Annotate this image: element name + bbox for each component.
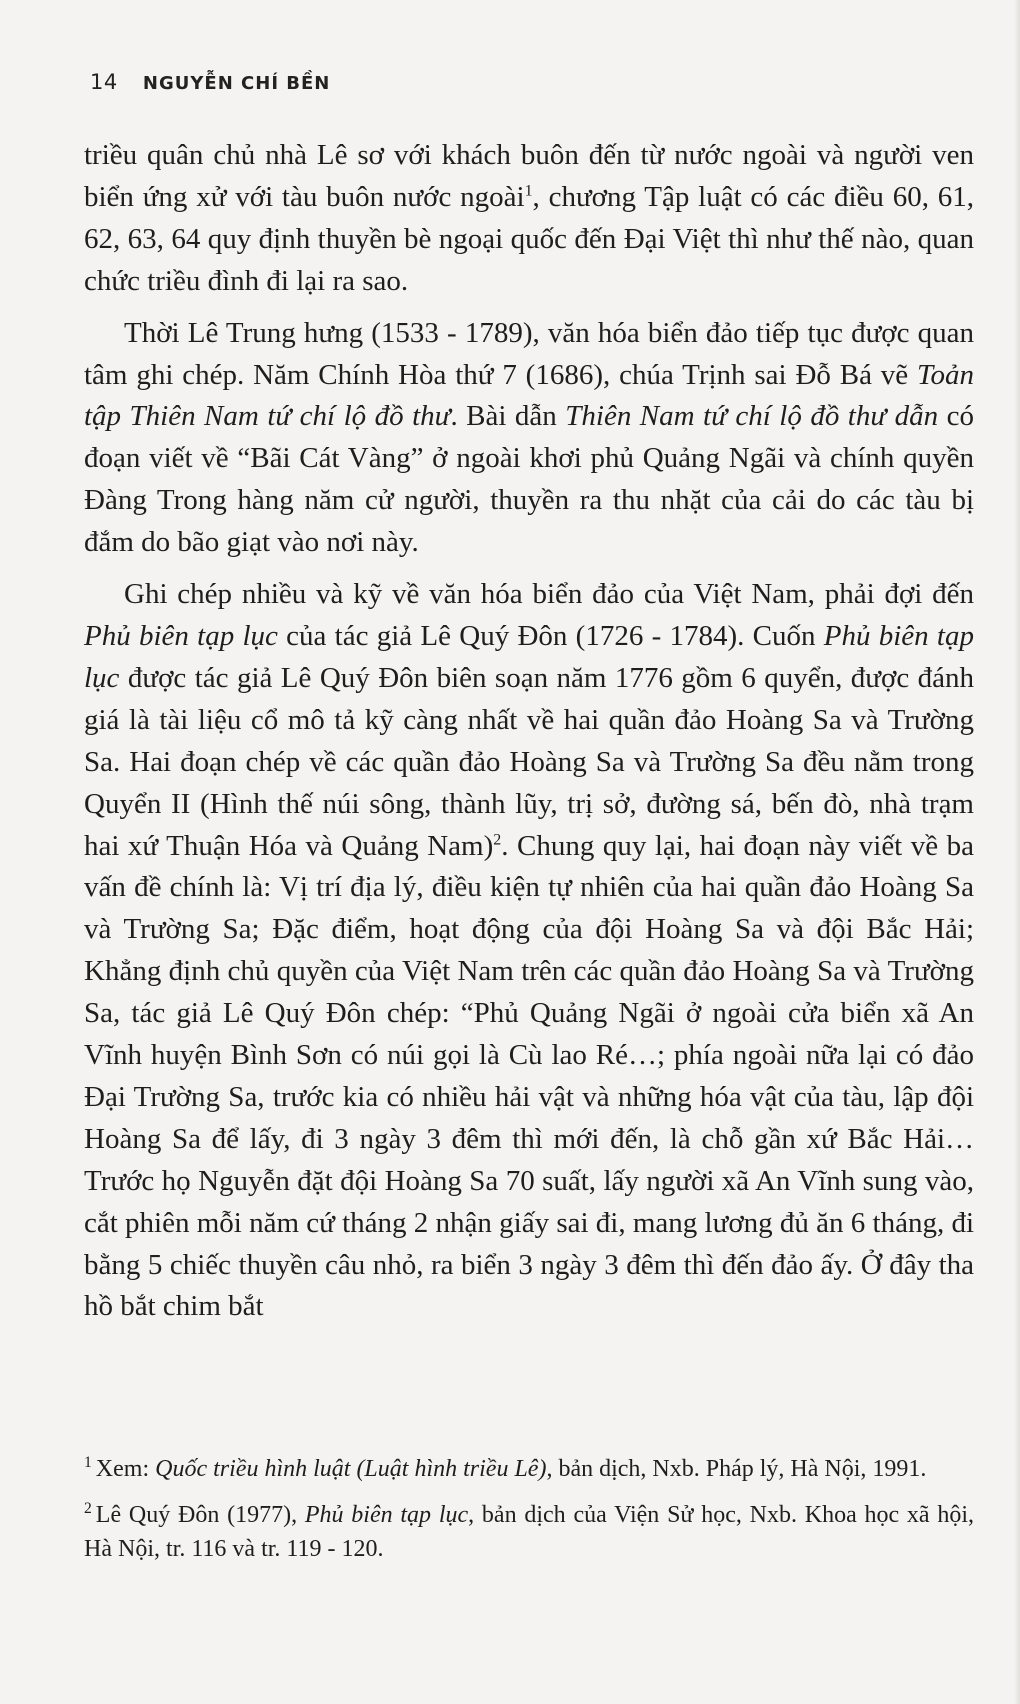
text-run: . Chung quy lại, hai đoạn này viết về ba vấn đề chính là: Vị trí địa lý, điều kiện tự nhiên của hai quần đảo Hoàng Sa và Trường Sa; Đặc điểm, hoạt động của đội Hoàng Sa và đội Bắc Hải; Khẳng định chủ quyền của Việt Nam trên các quần đảo Hoàng Sa và Trường Sa, tác giả Lê Quý Đôn chép: “Phủ Quảng Ngãi ở ngoài cửa biển xã An Vĩnh huyện Bình Sơn có núi gọi là Cù lao Ré…; phía ngoài nữa lại có đảo Đại Trường Sa, trước kia có nhiều hải vật và những hóa vật của tàu, lập đội Hoàng Sa để lấy, đi 3 ngày 3 đêm thì mới đến, là chỗ gần xứ Bắc Hải… Trước họ Nguyễn đặt đội Hoàng Sa 70 suất, lấy người xã An Vĩnh sung vào, cắt phiên mỗi năm cứ tháng 2 nhận giấy sai đi, mang lương đủ ăn 6 tháng, đi bằng 5 chiếc thuyền câu nhỏ, ra biển 3 ngày 3 đêm thì đến đảo ấy. Ở đây tha hồ bắt chim bắt: [84, 829, 975, 1323]
text-run: Xem:: [95, 1456, 156, 1482]
text-run: Ghi chép nhiều và kỹ về văn hóa biển đảo của Việt Nam, phải đợi đến: [124, 578, 974, 611]
running-head: [90, 70, 330, 100]
text-run: Thời Lê Trung hưng (1533 - 1789), văn hóa biển đảo tiếp tục được quan tâm ghi chép. Năm Chính Hòa thứ 7 (1686), chúa Trịnh sai Đỗ Bá vẽ: [84, 316, 974, 391]
text-run: Lê Quý Đôn (1977),: [95, 1502, 305, 1528]
footnote-2: [84, 1498, 974, 1566]
page-edge-shadow: [1014, 0, 1020, 1704]
italic-title: Phủ biên tạp lục: [84, 619, 974, 694]
text-run: có đoạn viết về “Bãi Cát Vàng” ở ngoài khơi phủ Quảng Ngãi và chính quyền Đàng Trong hàng năm cử người, thuyền ra thu nhặt của cải do các tàu bị đắm do bão giạt vào nơi này.: [84, 400, 975, 559]
paragraph-2: [84, 313, 974, 564]
footnote-1: [84, 1452, 974, 1486]
text-run: được tác giả Lê Quý Đôn biên soạn năm 1776 gồm 6 quyển, được đánh giá là tài liệu cổ mô tả kỹ càng nhất về hai quần đảo Hoàng Sa và Trường Sa. Hai đoạn chép về các quần đảo Hoàng Sa và Trường Sa đều nằm trong Quyển II (Hình thế núi sông, thành lũy, trị sở, đường sá, bến đò, nhà trạm hai xứ Thuận Hóa và Quảng Nam): [84, 661, 974, 862]
text-run: , chương Tập luật có các điều 60, 61, 62, 63, 64 quy định thuyền bè ngoại quốc đến Đại Việt thì như thế nào, quan chức triều đình đi lại ra sao.: [84, 180, 975, 297]
text-run: , bản dịch, Nxb. Pháp lý, Hà Nội, 1991.: [546, 1456, 927, 1482]
italic-title: Phủ biên tạp lục: [304, 1502, 469, 1528]
text-run: , bản dịch của Viện Sử học, Nxb. Khoa học xã hội, Hà Nội, tr. 116 và tr. 119 - 120.: [84, 1502, 975, 1562]
body-text: [84, 135, 974, 1338]
footnote-ref: 2: [493, 830, 502, 848]
italic-title: Toản tập Thiên Nam tứ chí lộ đồ thư: [84, 358, 974, 433]
author-name: NGUYỄN CHÍ BỀN: [142, 73, 331, 94]
footnote-mark: 2: [84, 1500, 92, 1517]
footnote-ref: 1: [524, 182, 533, 200]
italic-title: Quốc triều hình luật (Luật hình triều Lê): [155, 1456, 547, 1482]
italic-title: Phủ biên tạp lục: [84, 619, 278, 652]
text-run: . Bài dẫn: [450, 400, 566, 433]
italic-title: Thiên Nam tứ chí lộ đồ thư dẫn: [565, 400, 939, 433]
footnote-mark: 1: [84, 1454, 92, 1471]
text-run: của tác giả Lê Quý Đôn (1726 - 1784). Cuốn: [277, 619, 824, 652]
paragraph-1: [84, 135, 974, 303]
page-number: 14: [90, 70, 118, 94]
paragraph-3: [84, 574, 974, 1328]
text-run: triều quân chủ nhà Lê sơ với khách buôn đến từ nước ngoài và người ven biển ứng xử với tàu buôn nước ngoài: [84, 139, 974, 213]
footnotes: [84, 1452, 974, 1578]
